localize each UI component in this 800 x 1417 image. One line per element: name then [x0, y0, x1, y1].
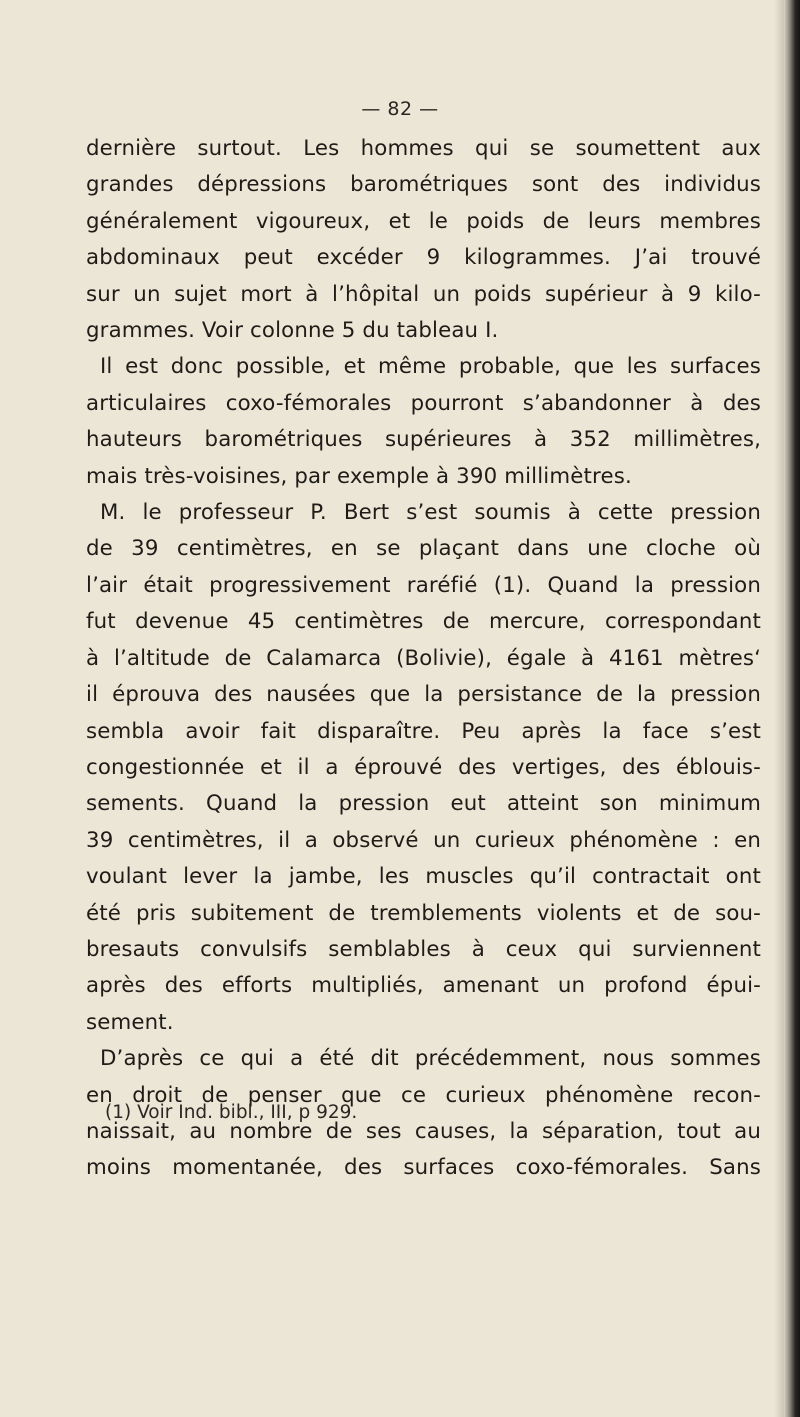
- text-line: moins momentanée, des surfaces coxo-fémorales. Sans: [86, 1155, 761, 1181]
- text-line: fut devenue 45 centimètres de mercure, correspondant: [86, 609, 761, 635]
- text-line: hauteurs barométriques supérieures à 352 millimètres,: [86, 427, 761, 453]
- text-line: grammes. Voir colonne 5 du tableau I.: [86, 318, 499, 344]
- text-line: été pris subitement de tremblements violents et de sou-: [86, 900, 761, 926]
- text-line: généralement vigoureux, et le poids de leurs membres: [86, 208, 761, 234]
- text-line: bresauts convulsifs semblables à ceux qui surviennent: [86, 936, 761, 962]
- text-line: à l’altitude de Calamarca (Bolivie), égale à 4161 mètres‘: [86, 645, 761, 671]
- text-line: sur un sujet mort à l’hôpital un poids supérieur à 9 kilo-: [86, 281, 761, 307]
- text-line: dernière surtout. Les hommes qui se soumettent aux: [86, 136, 761, 161]
- text-line: il éprouva des nausées que la persistance de la pression: [86, 682, 761, 708]
- text-line: Il est donc possible, et même probable, que les surfaces: [100, 354, 761, 380]
- text-line: de 39 centimètres, en se plaçant dans une cloche où: [86, 536, 761, 562]
- text-line: grandes dépressions barométriques sont des individus: [86, 172, 761, 198]
- text-line: articulaires coxo-fémorales pourront s’abandonner à des: [86, 390, 761, 416]
- page-number: — 82 —: [361, 98, 439, 120]
- text-line: M. le professeur P. Bert s’est soumis à cette pression: [100, 500, 761, 526]
- text-line: l’air était progressivement raréfié (1). Quand la pression: [86, 572, 761, 598]
- text-line: naissait, au nombre de ses causes, la séparation, tout au: [86, 1118, 761, 1144]
- text-line: mais très-voisines, par exemple à 390 millimètres.: [86, 463, 632, 489]
- page-shadow: [774, 0, 784, 1417]
- text-line: voulant lever la jambe, les muscles qu’il contractait ont: [86, 864, 761, 890]
- text-line: sements. Quand la pression eut atteint son minimum: [86, 791, 761, 817]
- text-line: D’après ce qui a été dit précédemment, nous sommes: [100, 1046, 761, 1072]
- text-line: 39 centimètres, il a observé un curieux phénomène : en: [86, 827, 761, 853]
- footnote: (1) Voir Ind. bibl., III, p 929.: [105, 1102, 358, 1123]
- page-binding-edge: [784, 0, 800, 1417]
- text-line: sembla avoir fait disparaître. Peu après la face s’est: [86, 718, 761, 744]
- text-line: congestionnée et il a éprouvé des vertiges, des éblouis-: [86, 754, 761, 780]
- text-line: après des efforts multipliés, amenant un profond épui-: [86, 973, 761, 999]
- text-line: abdominaux peut excéder 9 kilogrammes. J’ai trouvé: [86, 245, 761, 271]
- text-line: sement.: [86, 1009, 174, 1035]
- body-text: [86, 131, 761, 1187]
- text-line: en droit de penser que ce curieux phénomène recon-: [86, 1082, 761, 1108]
